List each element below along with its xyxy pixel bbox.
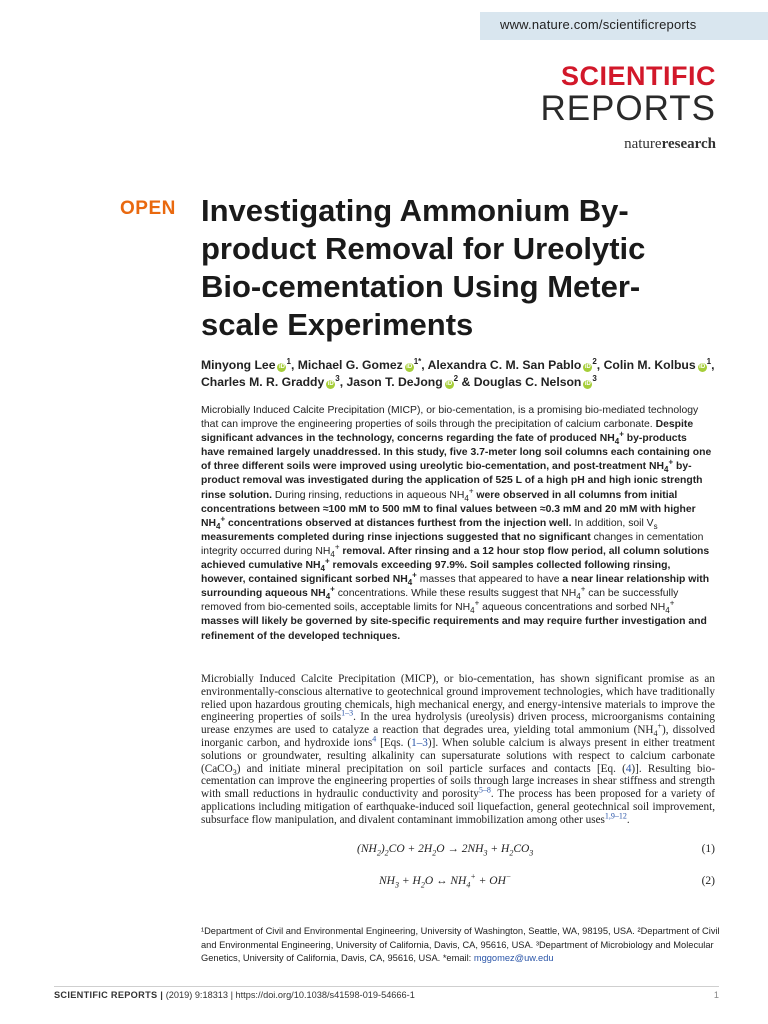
abstract-text: 4 xyxy=(407,578,413,588)
abstract-text: s xyxy=(653,521,658,531)
equation-term: + H xyxy=(487,843,510,855)
abstract-text: + xyxy=(334,542,340,552)
orcid-icon[interactable]: iD xyxy=(584,381,591,387)
author-separator: , xyxy=(711,358,715,372)
equation-term: CO xyxy=(513,843,530,855)
corresponding-email-link[interactable]: mggomez@uw.edu xyxy=(473,953,554,964)
equation-term: O → 2NH xyxy=(436,843,484,855)
article-title: Investigating Ammonium By-product Removal for Ureolytic Bio-cementation Using Meter-scale Experiments xyxy=(201,193,646,342)
footer-citation[interactable]: (2019) 9:18313 | https://doi.org/10.1038/s41598-019-54666-1 xyxy=(165,990,415,1000)
equation-1-number: (1) xyxy=(701,843,715,855)
page-number: 1 xyxy=(713,990,719,1000)
equation-term: + H xyxy=(398,875,421,887)
abstract-text: removal. After rinsing and a 12 hour stop flow period, all column solutions achieved cumulative NH xyxy=(201,545,710,572)
abstract-text: 4 xyxy=(614,437,620,447)
equation-term: 3 xyxy=(394,880,399,890)
intro-paragraph xyxy=(201,673,715,827)
equation-term: 2 xyxy=(384,848,389,858)
body-text[interactable]: 4 xyxy=(372,734,377,744)
author-separator: , xyxy=(339,375,347,389)
abstract-text: 4 xyxy=(664,465,669,475)
equation-1-expression xyxy=(357,843,534,858)
abstract-text: + xyxy=(580,584,586,594)
abstract-text: During rinsing, reductions in aqueous NH xyxy=(274,489,465,501)
page-footer xyxy=(54,990,719,1000)
abstract-text: by-product removal was investigated during the application of 525 L of a high pH and high ionic strength rinse solution. xyxy=(201,461,703,501)
author-name: Minyong Lee xyxy=(201,358,276,372)
equation-term: + OH xyxy=(475,875,506,887)
abstract-text: Despite significant advances in the technology, concerns regarding the fate of produced NH xyxy=(201,419,694,445)
equation-2-expression xyxy=(379,872,512,890)
equation-2 xyxy=(201,872,715,891)
abstract-text: concentrations. While these results suggest that NH xyxy=(334,588,577,600)
abstract-text: removals exceeding 97.9%. Soil samples collected following rinsing, however, contained significant sorbed NH xyxy=(201,560,671,586)
abstract-text: + xyxy=(474,598,480,608)
body-text[interactable]: 1,9–12 xyxy=(604,811,627,821)
orcid-icon[interactable]: iD xyxy=(699,364,706,370)
body-text: ) and initiate mineral precipitation on soil particle surfaces and contacts [Eq. ( xyxy=(236,762,626,775)
abstract-text: + xyxy=(668,457,674,467)
publisher-prefix: nature xyxy=(624,136,662,152)
author-affiliation-marker: 2 xyxy=(592,356,597,366)
body-text: [Eqs. ( xyxy=(376,736,412,749)
equation-term: 2 xyxy=(376,848,381,858)
equation-term: 2 xyxy=(509,848,514,858)
abstract-text: a near linear relationship with surrounding aqueous NH xyxy=(201,574,710,600)
abstract-text: were observed in all columns from initial concentrations between ≈100 mM to 500 mM to final values between ≈0.3 mM and 20 mM with higher NH xyxy=(201,489,696,529)
equation-term: NH xyxy=(379,875,395,887)
author-name: Jason T. DeJong xyxy=(346,375,443,389)
abstract-text: 4 xyxy=(325,592,331,602)
equation-term: (NH xyxy=(357,843,377,855)
abstract-text: + xyxy=(619,429,624,439)
abstract-text: 4 xyxy=(665,606,670,616)
abstract-text: 4 xyxy=(216,521,221,531)
body-text: 3 xyxy=(232,767,237,777)
abstract-text: + xyxy=(669,598,675,608)
equation-term: − xyxy=(505,872,512,882)
abstract-text: Microbially Induced Calcite Precipitation (MICP), or bio-cementation, is a promising bio-mediated technology that can improve the engineering properties of soils through the precipitation of calcium carbonate. xyxy=(201,405,699,431)
equation-term: O ↔ NH xyxy=(424,875,467,887)
body-text: . The process has been proposed for a variety of applications including mitigation of earthquake-induced soil liquefaction, general geotechnical soil improvement, subsurface flow manipulation, and divalent contaminant immobilization among other uses xyxy=(201,788,715,826)
author-affiliation-marker: 1* xyxy=(413,356,422,366)
body-text: + xyxy=(657,721,663,731)
abstract-text: 4 xyxy=(320,564,325,574)
abstract-text: masses that appeared to have xyxy=(416,574,563,586)
abstract-text: concentrations observed at distances furthest from the injection well. xyxy=(225,517,575,529)
affiliations xyxy=(201,925,721,966)
equation-term: 3 xyxy=(529,848,534,858)
abstract-text: In addition, soil V xyxy=(574,517,654,529)
equation-term: 4 xyxy=(466,880,471,890)
body-text[interactable]: 5–8 xyxy=(478,785,491,795)
body-text: )]. When soluble calcium is always present in either treatment solutions or groundwater, resulting alkalinity can supersaturate solutions with respect to calcium carbonate (CaCO xyxy=(201,736,716,775)
abstract-text: 4 xyxy=(464,493,469,503)
abstract-text: 4 xyxy=(470,606,475,616)
abstract-text: + xyxy=(468,486,474,496)
abstract-text: aqueous concentrations and sorbed NH xyxy=(479,602,666,614)
abstract-text: + xyxy=(412,570,417,580)
abstract-text: masses will likely be governed by site-specific requirements and may require further investigation and refinement of the developed techniques. xyxy=(201,616,707,642)
orcid-icon[interactable]: iD xyxy=(327,381,334,387)
abstract-text: 4 xyxy=(576,592,581,602)
author-affiliation-marker: 3 xyxy=(592,373,597,383)
equation-term: 2 xyxy=(432,848,437,858)
orcid-icon[interactable]: iD xyxy=(584,364,591,370)
body-text[interactable]: 1–3 xyxy=(341,708,354,718)
orcid-icon[interactable]: iD xyxy=(406,364,413,370)
equation-term: 3 xyxy=(483,848,488,858)
author-affiliation-marker: 3 xyxy=(335,373,340,383)
author-affiliation-marker: 1 xyxy=(286,356,291,366)
author-name: Charles M. R. Graddy xyxy=(201,375,325,389)
abstract-text: + xyxy=(330,584,335,594)
body-text[interactable]: 1–3 xyxy=(411,736,428,749)
author-name: Colin M. Kolbus xyxy=(603,358,696,372)
body-text: Microbially Induced Calcite Precipitation (MICP), or bio-cementation, has shown significant promise as an environmentally-conscious alternative to geotechnical ground improvement technologies, which have traditionally relied upon hazardous grouting chemicals, high mechanical energy, and energy-intensive materials to improve the engineering properties of soils xyxy=(201,673,715,724)
open-access-badge: OPEN xyxy=(120,198,176,219)
abstract-text: + xyxy=(325,556,330,566)
body-text[interactable]: 4 xyxy=(625,762,632,775)
author-separator: , xyxy=(596,358,604,372)
author-separator: & xyxy=(458,375,474,389)
abstract-text: can be successfully removed from bio-cemented soils, acceptable limits for NH xyxy=(201,588,679,614)
publisher-logo xyxy=(540,136,716,153)
author-separator: , xyxy=(421,358,428,372)
body-text: 4 xyxy=(653,729,658,739)
journal-url[interactable]: www.nature.com/scientificreports xyxy=(500,17,697,32)
body-text: )]. Resulting bio-cementation can improve the engineering properties of soils through large increases in shear stiffness and strength with small reductions in hydraulic conductivity and porosity xyxy=(201,762,715,801)
author-list xyxy=(201,357,721,391)
journal-url-bar xyxy=(480,12,768,40)
publisher-suffix: research xyxy=(661,136,716,152)
abstract-text: measurements completed during rinse injections suggested that no significant xyxy=(201,531,594,543)
author-affiliation-marker: 1 xyxy=(706,356,712,366)
abstract-text: changes in cementation integrity occurred during NH xyxy=(201,531,704,557)
equation-term: + xyxy=(470,872,476,882)
affiliations-text: ¹Department of Civil and Environmental Engineering, University of Washington, Seattle, WA, 98195, USA. ²Department of Civil and Environmental Engineering, University of California, Davis, CA, 95616, USA. ³Department of Microbiology and Molecular Genetics, University of California, Davis, CA, 95616, USA. *email: xyxy=(201,926,720,964)
author-name: Alexandra C. M. San Pablo xyxy=(427,358,582,372)
logo-scientific: SCIENTIFIC xyxy=(560,61,716,91)
journal-logo xyxy=(540,62,716,153)
abstract-text: + xyxy=(220,514,226,524)
body-text: ), dissolved inorganic carbon, and hydroxide ions xyxy=(201,724,715,749)
footer-divider xyxy=(54,986,719,987)
abstract-text: by-products have remained largely unaddressed. In this study, five 3.7-meter long soil columns each containing one of three different soils were improved using ureolytic bio-cementation, and post-treatment NH xyxy=(201,433,712,473)
author-name: Douglas C. Nelson xyxy=(473,375,582,389)
equation-term: CO + 2H xyxy=(388,843,433,855)
orcid-icon[interactable]: iD xyxy=(446,381,453,387)
equation-term: ) xyxy=(380,843,385,855)
abstract xyxy=(201,404,713,644)
body-text: . xyxy=(626,813,630,826)
abstract-text: 4 xyxy=(330,550,335,560)
body-text: . In the urea hydrolysis (ureolysis) driven process, microorganisms containing urease enzymes are used to catalyze a reaction that degrades urea, yielding total ammonium (NH xyxy=(201,711,715,737)
author-name: Michael G. Gomez xyxy=(297,358,403,372)
author-affiliation-marker: 2 xyxy=(453,373,459,383)
equation-1 xyxy=(201,843,715,859)
footer-journal: SCIENTIFIC REPORTS | xyxy=(54,990,164,1000)
author-separator: , xyxy=(290,358,298,372)
equation-term: 2 xyxy=(420,880,425,890)
orcid-icon[interactable]: iD xyxy=(278,364,285,370)
equation-2-number: (2) xyxy=(701,875,715,887)
logo-reports: REPORTS xyxy=(540,89,716,128)
